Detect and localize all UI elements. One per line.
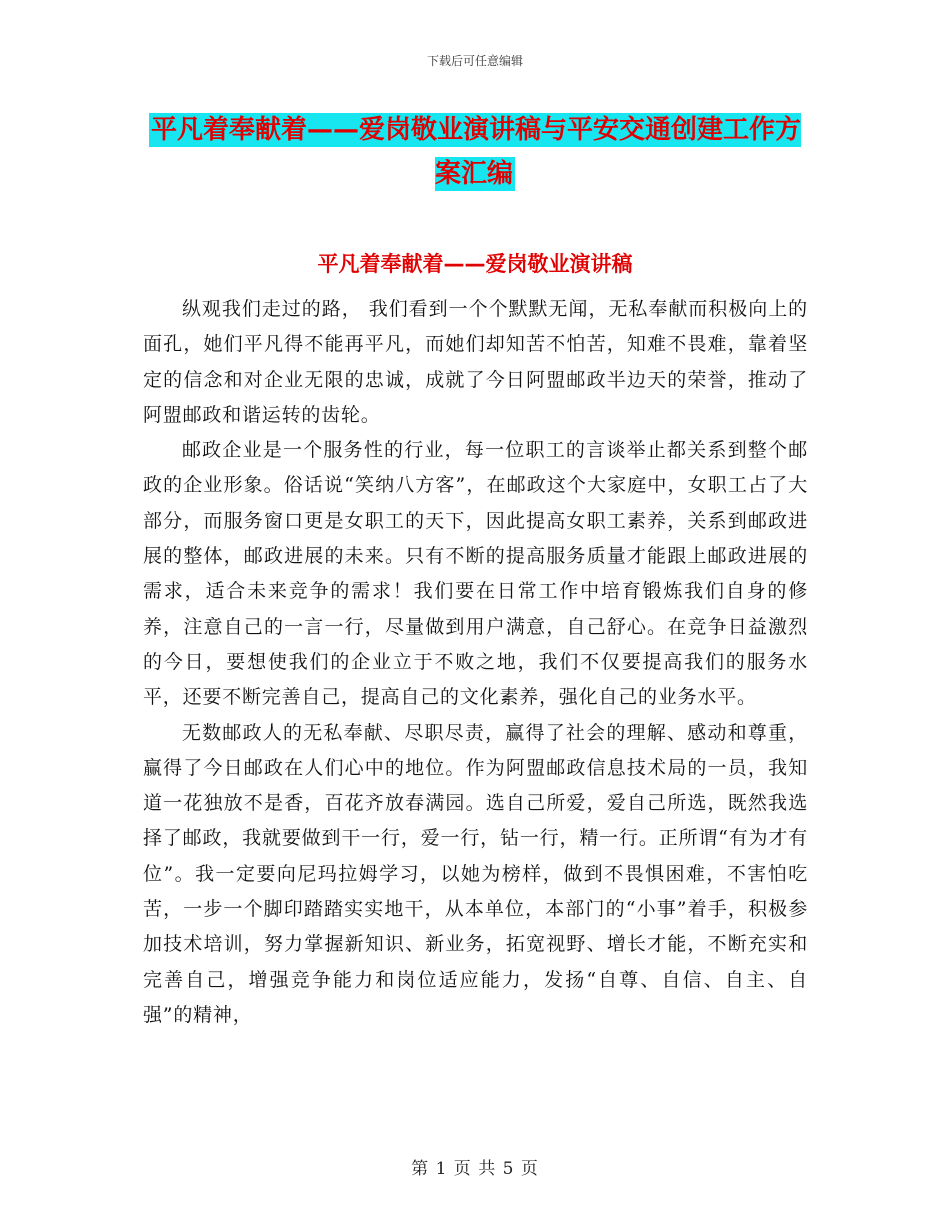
paragraph-2: 邮政企业是一个服务性的行业，每一位职工的言谈举止都关系到整个邮政的企业形象。俗话说“笑纳八方客”，在邮政这个大家庭中，女职工占了大部分，而服务窗口更是女职工的天下，因此提高女职工素养，关系到邮政进展的整体，邮政进展的未来。只有不断的提高服务质量才能跟上邮政进展的需求，适合未来竞争的需求！我们要在日常工作中培育锻炼我们自身的修养，注意自己的一言一行，尽量做到用户满意，自己舒心。在竞争日益激烈的今日，要想使我们的企业立于不败之地，我们不仅要提高我们的服务水平，还要不断完善自己，提高自己的文化素养，强化自己的业务水平。 [143,439,808,709]
page-indicator: 第 1 页 共 5 页 [411,1159,539,1179]
section-title: 平凡着奉献着——爱岗敬业演讲稿 [317,252,633,276]
main-title-highlight: 平凡着奉献着——爱岗敬业演讲稿与平安交通创建工作方案汇编 [150,115,801,189]
body-text [143,292,808,1033]
main-title [140,108,810,196]
header-note: 下载后可任意编辑 [426,54,523,68]
paragraph-1: 纵观我们走过的路， 我们看到一个个默默无闻，无私奉献而积极向上的面孔，她们平凡得不能再平凡，而她们却知苦不怕苦，知难不畏难，靠着坚定的信念和对企业无限的忠诚，成就了今日阿盟邮政半边天的荣誉，推动了阿盟邮政和谐运转的齿轮。 [143,298,808,426]
paragraph-3: 无数邮政人的无私奉献、尽职尽责，赢得了社会的理解、感动和尊重，赢得了今日邮政在人们心中的地位。作为阿盟邮政信息技术局的一员，我知道一花独放不是香，百花齐放春满园。选自己所爱，爱自己所选，既然我选择了邮政，我就要做到干一行，爱一行，钻一行，精一行。正所谓“有为才有位”。我一定要向尼玛拉姆学习，以她为榜样，做到不畏惧困难，不害怕吃苦，一步一个脚印踏踏实实地干，从本单位，本部门的“小事”着手，积极参加技术培训，努力掌握新知识、新业务，拓宽视野、增长才能，不断充实和完善自己，增强竞争能力和岗位适应能力，发扬“自尊、自信、自主、自强”的精神， [143,721,808,1026]
